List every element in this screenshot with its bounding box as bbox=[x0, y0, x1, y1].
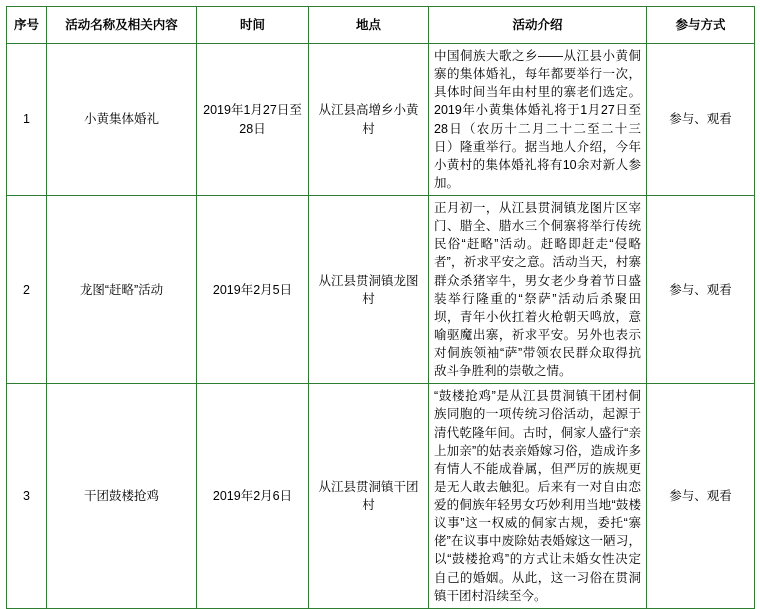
column-header-intro: 活动介绍 bbox=[429, 7, 647, 44]
table-header-row bbox=[7, 7, 755, 44]
cell-no: 1 bbox=[7, 44, 47, 196]
cell-intro: “鼓楼抢鸡”是从江县贯洞镇干团村侗族同胞的一项传统习俗活动，起源于清代乾隆年间。古时，侗家人盛行“亲上加亲”的姑表亲婚嫁习俗，造成许多有情人不能成眷属，但严厉的族规更是无人敢去触犯。后来有一对自由恋爱的侗族年轻男女巧妙利用当地“鼓楼议事”这一权威的侗家古规，委托“寨佬”在议事中废除姑表婚嫁这一陋习，以“鼓楼抢鸡”的方式让未婚女性决定自己的婚姻。从此，这一习俗在贯洞镇干团村沿续至今。 bbox=[429, 384, 647, 609]
cell-time: 2019年1月27日至28日 bbox=[197, 44, 309, 196]
cell-no: 3 bbox=[7, 384, 47, 609]
cell-place: 从江县贯洞镇干团村 bbox=[309, 384, 429, 609]
cell-time: 2019年2月6日 bbox=[197, 384, 309, 609]
cell-place: 从江县贯洞镇龙图村 bbox=[309, 196, 429, 384]
table-row bbox=[7, 196, 755, 384]
column-header-no: 序号 bbox=[7, 7, 47, 44]
cell-name: 龙图“赶略”活动 bbox=[47, 196, 197, 384]
column-header-join: 参与方式 bbox=[647, 7, 755, 44]
cell-name: 干团鼓楼抢鸡 bbox=[47, 384, 197, 609]
cell-intro: 中国侗族大歌之乡——从江县小黄侗寨的集体婚礼，每年都要举行一次，具体时间当年由村里的寨老们选定。2019年小黄集体婚礼将于1月27日至28日（农历十二月二十二至二十三日）隆重举行。据当地人介绍，今年小黄村的集体婚礼将有10余对新人参加。 bbox=[429, 44, 647, 196]
cell-place: 从江县高增乡小黄村 bbox=[309, 44, 429, 196]
cell-time: 2019年2月5日 bbox=[197, 196, 309, 384]
table-row bbox=[7, 44, 755, 196]
cell-join: 参与、观看 bbox=[647, 196, 755, 384]
table-row bbox=[7, 384, 755, 609]
cell-name: 小黄集体婚礼 bbox=[47, 44, 197, 196]
column-header-place: 地点 bbox=[309, 7, 429, 44]
activity-table bbox=[6, 6, 755, 609]
cell-intro: 正月初一，从江县贯洞镇龙图片区宰门、腊全、腊水三个侗寨将举行传统民俗“赶略”活动。赶略即赶走“侵略者”，祈求平安之意。活动当天，村寨群众杀猪宰牛，男女老少身着节日盛装举行隆重的“祭萨”活动后杀聚田坝，青年小伙扛着火枪朝天鸣放，意喻驱魔出寨，祈求平安。另外也表示对侗族领袖“萨”带领农民群众取得抗敌斗争胜利的崇敬之情。 bbox=[429, 196, 647, 384]
cell-join: 参与、观看 bbox=[647, 384, 755, 609]
cell-no: 2 bbox=[7, 196, 47, 384]
cell-join: 参与、观看 bbox=[647, 44, 755, 196]
column-header-name: 活动名称及相关内容 bbox=[47, 7, 197, 44]
column-header-time: 时间 bbox=[197, 7, 309, 44]
